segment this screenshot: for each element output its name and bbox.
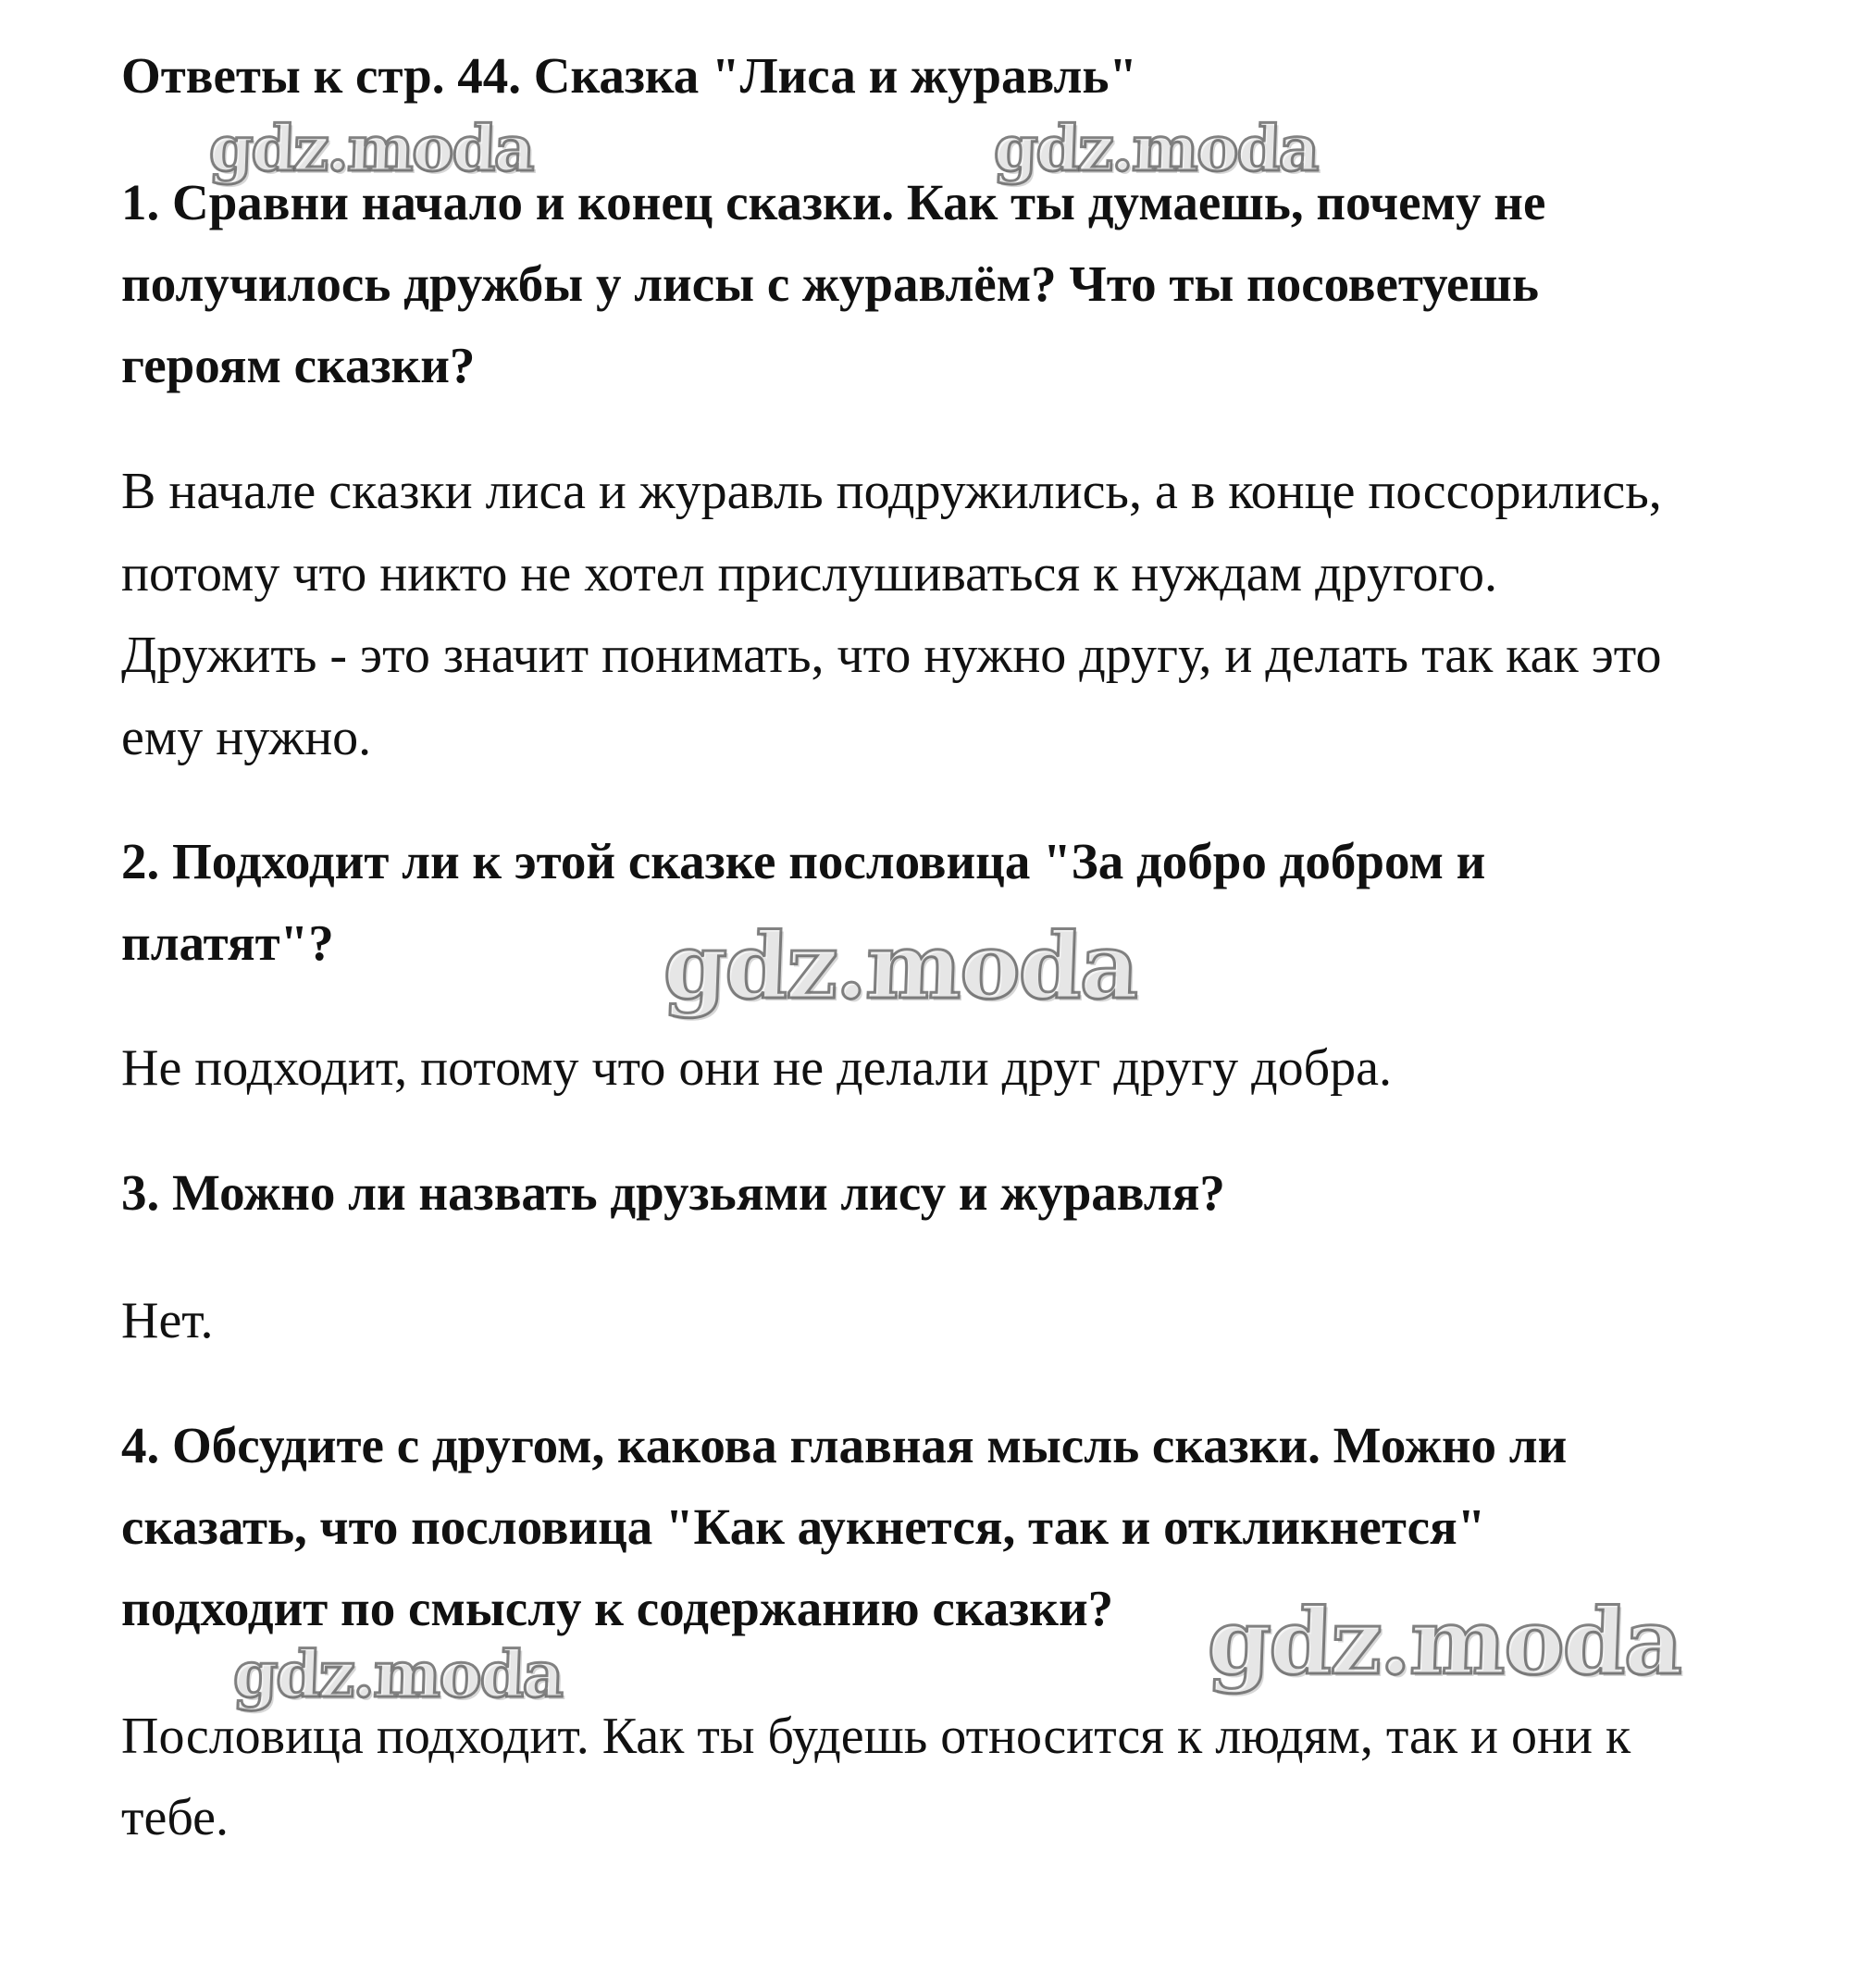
watermark-bottom-left: gdz.moda	[231, 1637, 564, 1712]
question-1-line-1: 1. Сравни начало и конец сказки. Как ты думаешь, почему не	[121, 174, 1546, 230]
question-1-line-3: героям сказки?	[121, 337, 476, 393]
question-2-line-2: платят"?	[121, 914, 334, 971]
answer-3-line-1: Нет.	[121, 1292, 214, 1349]
answer-1-line-4: ему нужно.	[121, 709, 372, 766]
watermark-top-left: gdz.moda	[207, 112, 535, 186]
answer-2-line-1: Не подходит, потому что они не делали друг другу добра.	[121, 1039, 1392, 1097]
watermark-center: gdz.moda	[662, 913, 1139, 1020]
watermark-top-right: gdz.moda	[992, 112, 1320, 186]
page-title: Ответы к стр. 44. Сказка "Лиса и журавль"	[121, 47, 1137, 104]
answer-4-line-1: Пословица подходит. Как ты будешь относится к людям, так и они к	[121, 1708, 1631, 1765]
question-4-line-2: сказать, что пословица "Как аукнется, так и откликнется"	[121, 1498, 1486, 1555]
question-4-line-1: 4. Обсудите с другом, какова главная мысль сказки. Можно ли	[121, 1417, 1568, 1473]
answer-1-line-2: потому что никто не хотел прислушиваться к нуждам другого.	[121, 545, 1497, 603]
answer-1-line-1: В начале сказки лиса и журавль подружились, а в конце поссорились,	[121, 463, 1662, 520]
question-1-line-2: получилось дружбы у лисы с журавлём? Что ты посоветуешь	[121, 255, 1539, 312]
watermark-bottom-right: gdz.moda	[1206, 1589, 1683, 1696]
answer-4-line-2: тебе.	[121, 1789, 229, 1846]
question-4-line-3: подходит по смыслу к содержанию сказки?	[121, 1580, 1114, 1636]
question-2-line-1: 2. Подходит ли к этой сказке пословица "За добро добром и	[121, 833, 1486, 889]
question-3-line-1: 3. Можно ли назвать друзьями лису и журавля?	[121, 1164, 1225, 1221]
answer-1-line-3: Дружить - это значит понимать, что нужно другу, и делать так как это	[121, 627, 1662, 684]
